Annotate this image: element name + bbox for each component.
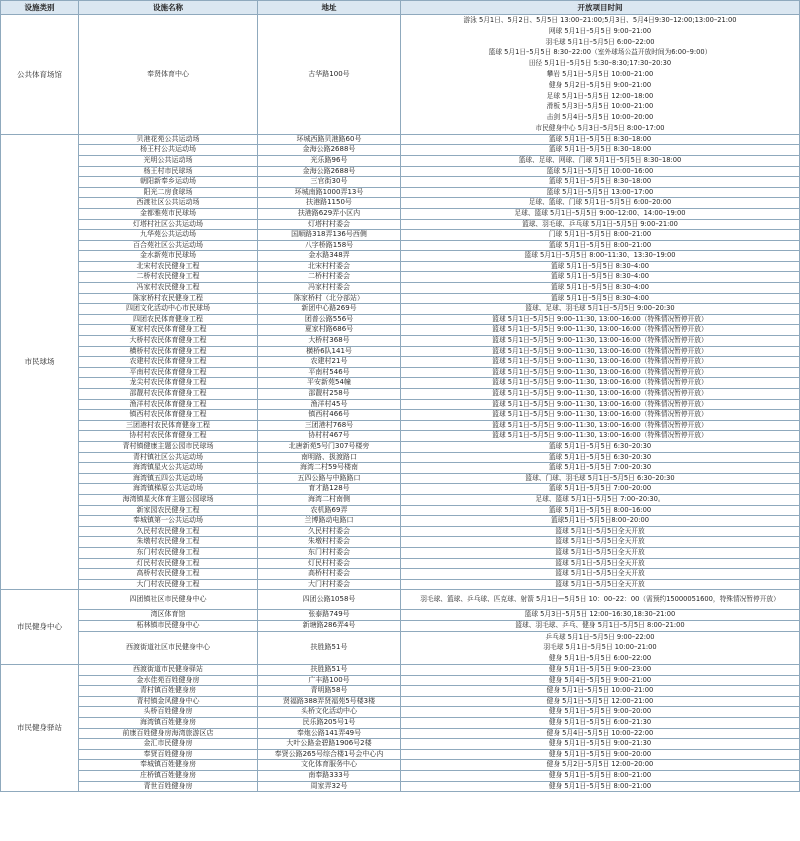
- hours-cell: 健身 5月1日–5月5日 9:00–21:30: [401, 739, 800, 750]
- table-row: [1, 631, 800, 664]
- address-cell: 头桥文化活动中心: [258, 707, 401, 718]
- hours-cell: 篮球 5月1日–5月5日 8:30–18:00: [401, 134, 800, 145]
- facility-name-cell: 龙尖村农民体育健身工程: [79, 378, 258, 389]
- facility-name-cell: 海湾镇星火体育主题公园球场: [79, 494, 258, 505]
- table-row: [1, 675, 800, 686]
- table-row: [1, 728, 800, 739]
- facility-name-cell: 九华苑公共运动场: [79, 230, 258, 241]
- table-row: [1, 441, 800, 452]
- header-facility-name: 设施名称: [79, 1, 258, 15]
- hours-cell: 足球、篮球 5月1日–5月5日 9:00–12:00、14:00–19:00: [401, 208, 800, 219]
- facility-name-cell: 阳光二房食球场: [79, 187, 258, 198]
- facility-name-cell: 奉贤百姓健身房: [79, 749, 258, 760]
- hours-cell: 足球、篮球、门球 5月1日–5月5日 6:00–20:00: [401, 198, 800, 209]
- table-row: [1, 569, 800, 580]
- facility-name-cell: 灯塔村社区公共运动场: [79, 219, 258, 230]
- hours-cell: 篮球、羽毛球、乒乓、健身 5月1日–5月5日 8:00–21:00: [401, 621, 800, 632]
- table-row: [1, 771, 800, 782]
- hours-line: 足球 5月1日–5月5日 12:00–18:00: [546, 91, 654, 100]
- hours-cell: 篮球 5月1日–5月5日 8:30–18:00: [401, 145, 800, 156]
- hours-cell: 篮球 5月1日–5月5日 9:00–11:30, 13:00–16:00（特殊情况暂停开放）: [401, 389, 800, 400]
- table-row: [1, 134, 800, 145]
- hours-cell: 篮球 5月1日–5月5日 9:00–11:30, 13:00–16:00（特殊情况暂停开放）: [401, 378, 800, 389]
- hours-cell: 足球、篮球 5月1日–5月5日 7:00–20:30。: [401, 494, 800, 505]
- address-cell: 夏家村路686号: [258, 325, 401, 336]
- facility-name-cell: 海湾镇五四公共运动场: [79, 473, 258, 484]
- hours-cell: 篮球 5月1日–5月5日全天开放: [401, 569, 800, 580]
- table-row: [1, 198, 800, 209]
- hours-cell: 门球 5月1日–5月5日 8:00–21:00: [401, 230, 800, 241]
- address-cell: 灯民村村委会: [258, 558, 401, 569]
- address-cell: 八字桥路158号: [258, 240, 401, 251]
- facility-name-cell: 青村镇健康主题公园市民球场: [79, 441, 258, 452]
- hours-cell: 健身 5月4日–5月5日 10:00–22:00: [401, 728, 800, 739]
- table-row: [1, 145, 800, 156]
- hours-cell: 篮球 5月1日–5月5日 8:00–21:00: [401, 240, 800, 251]
- table-row: [1, 261, 800, 272]
- table-row: [1, 166, 800, 177]
- hours-cell: 健身 5月1日–5月5日 6:00–21:30: [401, 718, 800, 729]
- table-row: [1, 230, 800, 241]
- address-cell: 平南村546号: [258, 367, 401, 378]
- hours-cell: 健身 5月1日–5月5日 12:00–21:00: [401, 696, 800, 707]
- facility-name-cell: 久民村农民健身工程: [79, 526, 258, 537]
- hours-cell: 篮球 5月1日–5月5日 8:30–18:00: [401, 177, 800, 188]
- hours-cell: 篮球 5月1日–5月5日 6:30–20:30: [401, 441, 800, 452]
- facility-name-cell: 青村镇金风健身中心: [79, 696, 258, 707]
- category-cell: 市民健身中心: [1, 590, 79, 665]
- table-row: [1, 251, 800, 262]
- hours-line: 击剑 5月4日–5月5日 10:00–20:00: [546, 113, 654, 122]
- table-row: [1, 739, 800, 750]
- facility-name-cell: 大桥村农民体育健身工程: [79, 336, 258, 347]
- hours-cell: 篮球 5月1日–5月5日 8:00–16:00: [401, 505, 800, 516]
- address-cell: 光乐路96号: [258, 155, 401, 166]
- table-row: [1, 304, 800, 315]
- address-cell: 奉贤公路265号综合楼1号会中心内: [258, 749, 401, 760]
- category-cell: 市民健身驿站: [1, 665, 79, 792]
- address-cell: 金海公路2688号: [258, 145, 401, 156]
- table-row: [1, 314, 800, 325]
- hours-cell: 篮球、羽毛球、乒乓球 5月1日–5月5日 9:00–21:00: [401, 219, 800, 230]
- facility-name-cell: 农建村农民体育健身工程: [79, 357, 258, 368]
- hours-cell: 健身 5月1日–5月5日 9:00–23:00: [401, 665, 800, 676]
- facility-name-cell: 青世百姓健身房: [79, 781, 258, 792]
- address-cell: 南明路、扱渡路口: [258, 452, 401, 463]
- table-row: [1, 389, 800, 400]
- hours-cell: 篮球 5月1日–5月5日 7:00–20:30: [401, 463, 800, 474]
- address-cell: 镇西村466号: [258, 410, 401, 421]
- hours-line: 羽毛球 5月1日–5月5日 10:00–21:00: [543, 643, 657, 652]
- table-row: [1, 707, 800, 718]
- address-cell: 环城西路贝港路60号: [258, 134, 401, 145]
- facility-name-cell: 海湾镇星火公共运动场: [79, 463, 258, 474]
- address-cell: 东门村村委会: [258, 547, 401, 558]
- hours-line: 市民健身中心 5月3日–5月5日 8:00–17:00: [535, 123, 665, 132]
- category-cell: 市民球场: [1, 134, 79, 590]
- address-cell: 邵靓村258号: [258, 389, 401, 400]
- facility-name-cell: 三团港村农民体育健身工程: [79, 420, 258, 431]
- facility-name-cell: 金都雅苑市民球场: [79, 208, 258, 219]
- hours-cell: 篮球 5月1日–5月5日 8:30–4:00: [401, 272, 800, 283]
- table-row: [1, 336, 800, 347]
- hours-line: 篮球 5月1日–5月5日 8:30–22:00（室外球场公益开放时间为6:00–9:00）: [488, 48, 712, 57]
- facility-name-cell: 西渡社区公共运动场: [79, 198, 258, 209]
- address-cell: 周家弄32号: [258, 781, 401, 792]
- hours-cell: 篮球 5月1日–5月5日 9:00–11:30, 13:00–16:00（特殊情况暂停开放）: [401, 325, 800, 336]
- header-hours: 开放项目时间: [401, 1, 800, 15]
- facility-name-cell: 前康百姓健身房海湾旅游区店: [79, 728, 258, 739]
- hours-cell: 篮球 5月1日–5月5日 9:00–11:30, 13:00–16:00（特殊情况暂停开放）: [401, 346, 800, 357]
- hours-cell: 篮球 5月1日–5月5日全天开放: [401, 558, 800, 569]
- table-row: [1, 686, 800, 697]
- hours-cell: 篮球 5月1日–5月5日 9:00–11:30, 13:00–16:00（特殊情况暂停开放）: [401, 410, 800, 421]
- address-cell: 农机路69弄: [258, 505, 401, 516]
- address-cell: 二桥村村委会: [258, 272, 401, 283]
- address-cell: 四团公路1058号: [258, 590, 401, 610]
- hours-cell: 篮球 5月1日–5月5日 7:00–20:00: [401, 484, 800, 495]
- facility-name-cell: 新家园农民健身工程: [79, 505, 258, 516]
- table-row: [1, 781, 800, 792]
- address-cell: 国顺路318弄136号西侧: [258, 230, 401, 241]
- table-row: [1, 357, 800, 368]
- hours-cell: 篮球 5月1日–5月5日 9:00–11:30, 13:00–16:00（特殊情况暂停开放）: [401, 431, 800, 442]
- address-cell: 三官街30号: [258, 177, 401, 188]
- facility-name-cell: 二桥村农民健身工程: [79, 272, 258, 283]
- facility-name-cell: 灯民村农民健身工程: [79, 558, 258, 569]
- hours-line: 羽毛球 5月1日–5月5日 6:00–22:00: [545, 37, 655, 46]
- table-row: [1, 484, 800, 495]
- table-row: [1, 399, 800, 410]
- address-cell: 扶港路1150号: [258, 198, 401, 209]
- hours-line: 网球 5月1日–5月5日 9:00–21:00: [548, 26, 652, 35]
- facility-name-cell: 邵靓村农民体育健身工程: [79, 389, 258, 400]
- table-row: [1, 367, 800, 378]
- hours-line: 攀岩 5月1日–5月5日 10:00–21:00: [546, 69, 654, 78]
- address-cell: 团普公路556号: [258, 314, 401, 325]
- hours-cell: [401, 15, 800, 135]
- facility-name-cell: 横桥村农民体育健身工程: [79, 346, 258, 357]
- facility-name-cell: 四团镇社区市民健身中心: [79, 590, 258, 610]
- hours-cell: 篮球 5月1日–5月5日 9:00–11:30, 13:00–16:00（特殊情况暂停开放）: [401, 399, 800, 410]
- address-cell: 海湾二村59号楼南: [258, 463, 401, 474]
- table-row: [1, 558, 800, 569]
- facility-name-cell: 头桥百姓健身房: [79, 707, 258, 718]
- hours-cell: 羽毛球、篮球、乒乓球、匹克球、射箭 5月1日—5月5日 10：00–22：00（需预约15000051600，特殊情况暂停开放）: [401, 590, 800, 610]
- address-cell: 北宋村村委会: [258, 261, 401, 272]
- hours-cell: 篮球 5月1日–5月5日 8:30–4:00: [401, 283, 800, 294]
- facility-name-cell: 四团文化活动中心市民球场: [79, 304, 258, 315]
- address-cell: 冯家村村委会: [258, 283, 401, 294]
- table-row: [1, 696, 800, 707]
- table-row: [1, 526, 800, 537]
- address-cell: 民乐路205号1号: [258, 718, 401, 729]
- hours-cell: 篮球 5月1日–5月5日 9:00–11:30, 13:00–16:00（特殊情况暂停开放）: [401, 420, 800, 431]
- address-cell: 古华路100号: [258, 15, 401, 135]
- facility-name-cell: 高桥村农民健身工程: [79, 569, 258, 580]
- table-row: [1, 219, 800, 230]
- facility-name-cell: 杨王村市民球场: [79, 166, 258, 177]
- hours-cell: 篮球 5月1日–5月5日 9:00–11:30, 13:00–16:00（特殊情况暂停开放）: [401, 367, 800, 378]
- address-cell: 高桥村村委会: [258, 569, 401, 580]
- hours-cell: 篮球 5月1日–5月5日 10:00–16:00: [401, 166, 800, 177]
- facility-name-cell: 金水佳苑百姓健身房: [79, 675, 258, 686]
- hours-cell: 篮球、门球、羽毛球 5月1日–5月5日 6:30–20:30: [401, 473, 800, 484]
- table-row: [1, 579, 800, 590]
- facility-name-cell: 奉城镇百姓健身房: [79, 760, 258, 771]
- address-cell: 育才路128号: [258, 484, 401, 495]
- address-cell: 南奉路333号: [258, 771, 401, 782]
- header-row: [1, 1, 800, 15]
- facility-name-cell: 冯家村农民健身工程: [79, 283, 258, 294]
- hours-line: 滑板 5月3日–5月5日 10:00–21:00: [546, 102, 654, 111]
- hours-line: 游泳 5月1日、5月2日、5月5日 13:00–21:00;5月3日、5月4日9:30–12:00;13:00–21:00: [463, 16, 737, 24]
- table-row: [1, 610, 800, 621]
- address-cell: 渔洋村45号: [258, 399, 401, 410]
- address-cell: 大门村村委会: [258, 579, 401, 590]
- address-cell: 陈家桥村（北分部站）: [258, 293, 401, 304]
- hours-cell: 健身 5月1日–5月5日 8:00–21:00: [401, 771, 800, 782]
- facility-name-cell: 西渡街道市民健身驿站: [79, 665, 258, 676]
- header-address: 地址: [258, 1, 401, 15]
- table-body: [1, 15, 800, 792]
- address-cell: 金水路348弄: [258, 251, 401, 262]
- table-row: [1, 346, 800, 357]
- hours-cell: 健身 5月1日–5月5日 10:00–21:00: [401, 686, 800, 697]
- address-cell: 扶胜路51号: [258, 665, 401, 676]
- hours-cell: 健身 5月1日–5月5日 8:00–21:00: [401, 781, 800, 792]
- address-cell: 大叶公路金碧路1906号2楼: [258, 739, 401, 750]
- address-cell: 三团港村768号: [258, 420, 401, 431]
- category-cell: 公共体育场馆: [1, 15, 79, 135]
- hours-line: 健身 5月1日–5月5日 6:00–22:00: [548, 654, 652, 663]
- table-row: [1, 718, 800, 729]
- facility-name-cell: 贝港花苑公共运动场: [79, 134, 258, 145]
- table-row: [1, 505, 800, 516]
- facility-name-cell: 协村村农民体育健身工程: [79, 431, 258, 442]
- table-row: [1, 187, 800, 198]
- hours-cell: 健身 5月1日–5月5日 9:00–20:00: [401, 707, 800, 718]
- address-cell: 文化体育服务中心: [258, 760, 401, 771]
- hours-cell: 篮球 5月1日–5月5日全天开放: [401, 579, 800, 590]
- hours-cell: 篮球 5月1日–5月5日全天开放: [401, 526, 800, 537]
- address-cell: 平安新苑54幢: [258, 378, 401, 389]
- address-cell: 广丰路100号: [258, 675, 401, 686]
- table-row: [1, 590, 800, 610]
- facility-name-cell: 金汇市民健身房: [79, 739, 258, 750]
- address-cell: 新团中心路269号: [258, 304, 401, 315]
- address-cell: 扶港路629弄小区内: [258, 208, 401, 219]
- hours-cell: 篮球、足球、羽毛球 5月1日–5月5日 9:00–20:30: [401, 304, 800, 315]
- address-cell: 海湾二村南侧: [258, 494, 401, 505]
- facility-name-cell: 朱墩村农民健身工程: [79, 537, 258, 548]
- address-cell: 兰博路动电路口: [258, 516, 401, 527]
- table-row: [1, 15, 800, 135]
- facility-name-cell: 镇西村农民体育健身工程: [79, 410, 258, 421]
- table-row: [1, 155, 800, 166]
- table-row: [1, 547, 800, 558]
- facility-name-cell: 海湾镇百姓健身房: [79, 718, 258, 729]
- facility-name-cell: 北宋村农民健身工程: [79, 261, 258, 272]
- address-cell: 久民村村委会: [258, 526, 401, 537]
- table-row: [1, 452, 800, 463]
- table-row: [1, 325, 800, 336]
- table-row: [1, 749, 800, 760]
- hours-cell: 篮球 5月1日–5月5日 6:30–20:30: [401, 452, 800, 463]
- table-row: [1, 621, 800, 632]
- header-category: 设施类别: [1, 1, 79, 15]
- table-row: [1, 272, 800, 283]
- facility-name-cell: 朝阳新奉乡运动场: [79, 177, 258, 188]
- hours-cell: 篮球 5月1日–5月5日全天开放: [401, 547, 800, 558]
- hours-cell: 健身 5月2日–5月5日 12:00–20:00: [401, 760, 800, 771]
- table-row: [1, 420, 800, 431]
- hours-cell: 篮球 5月1日–5月5日 8:30–4:00: [401, 293, 800, 304]
- facility-name-cell: 东门村农民健身工程: [79, 547, 258, 558]
- address-cell: 青明路58号: [258, 686, 401, 697]
- table-row: [1, 177, 800, 188]
- hours-cell: 篮球 5月1日–5月5日 9:00–11:30, 13:00–16:00（特殊情况暂停开放）: [401, 314, 800, 325]
- hours-cell: [401, 631, 800, 664]
- facility-name-cell: 平南村农民体育健身工程: [79, 367, 258, 378]
- facility-name-cell: 海湾镇梯原公共运动场: [79, 484, 258, 495]
- hours-cell: 篮球 5月1日–5月5日 8:30–4:00: [401, 261, 800, 272]
- address-cell: 贤福路388弄贤福苑5号楼3楼: [258, 696, 401, 707]
- table-row: [1, 463, 800, 474]
- hours-cell: 健身 5月4日–5月5日 9:00–21:00: [401, 675, 800, 686]
- facility-name-cell: 百合苑社区公共运动场: [79, 240, 258, 251]
- address-cell: 朱墩村村委会: [258, 537, 401, 548]
- hours-line: 健身 5月2日–5月5日 9:00–21:00: [548, 80, 652, 89]
- table-row: [1, 208, 800, 219]
- facility-name-cell: 光明公共运动场: [79, 155, 258, 166]
- hours-cell: 篮球 5月1日–5月5日 9:00–11:30, 13:00–16:00（特殊情况暂停开放）: [401, 357, 800, 368]
- table-row: [1, 537, 800, 548]
- facility-name-cell: 庄桥镇百姓健身房: [79, 771, 258, 782]
- address-cell: 金海公路2688号: [258, 166, 401, 177]
- table-row: [1, 293, 800, 304]
- hours-line: 乒乓球 5月1日–5月5日 9:00–22:00: [545, 632, 655, 641]
- address-cell: 横桥6队141号: [258, 346, 401, 357]
- hours-cell: 篮球 5月1日–5月5日 9:00–11:30, 13:00–16:00（特殊情况暂停开放）: [401, 336, 800, 347]
- facility-name-cell: 奉城镇第一公共运动场: [79, 516, 258, 527]
- table-row: [1, 410, 800, 421]
- facility-name-cell: 杨王村公共运动场: [79, 145, 258, 156]
- table-row: [1, 431, 800, 442]
- facility-name-cell: 柘林镇市民健身中心: [79, 621, 258, 632]
- facility-name-cell: 青村镇社区公共运动场: [79, 452, 258, 463]
- address-cell: 北唐新苑5号门307号楼旁: [258, 441, 401, 452]
- address-cell: 环城南路1000弄13号: [258, 187, 401, 198]
- facility-name-cell: 青村镇百姓健身房: [79, 686, 258, 697]
- table-row: [1, 760, 800, 771]
- address-cell: 奉炮公路141弄49号: [258, 728, 401, 739]
- address-cell: 张泰路749号: [258, 610, 401, 621]
- address-cell: 农建村21号: [258, 357, 401, 368]
- address-cell: 五四公路与中路路口: [258, 473, 401, 484]
- address-cell: 大桥村368号: [258, 336, 401, 347]
- facility-name-cell: 四团农民体育健身工程: [79, 314, 258, 325]
- facility-name-cell: 大门村农民健身工程: [79, 579, 258, 590]
- table-row: [1, 378, 800, 389]
- table-row: [1, 665, 800, 676]
- address-cell: 协村村467号: [258, 431, 401, 442]
- hours-cell: 篮球5月1日–5月5日8:00–20:00: [401, 516, 800, 527]
- hours-cell: 篮球 5月3日–5月5日 12:00–16:30,18:30–21:00: [401, 610, 800, 621]
- hours-line: 田径 5月1日–5月5日 5:30–8:30;17:30–20:30: [528, 59, 672, 68]
- hours-cell: 篮球、足球、网球、门球 5月1日–5月5日 8:30–18:00: [401, 155, 800, 166]
- table-row: [1, 240, 800, 251]
- facility-name-cell: 奉贤体育中心: [79, 15, 258, 135]
- table-row: [1, 283, 800, 294]
- facility-name-cell: 渔洋村农民体育健身工程: [79, 399, 258, 410]
- table-row: [1, 516, 800, 527]
- table-row: [1, 494, 800, 505]
- hours-cell: 篮球 5月1日–5月5日 13:00–17:00: [401, 187, 800, 198]
- facility-name-cell: 夏家村农民体育健身工程: [79, 325, 258, 336]
- hours-cell: 篮球 5月1日–5月5日 8:00–11:30、13:30–19:00: [401, 251, 800, 262]
- address-cell: 新塘路286弄4号: [258, 621, 401, 632]
- facility-name-cell: 金水新苑市民球场: [79, 251, 258, 262]
- hours-cell: 篮球 5月1日–5月5日全天开放: [401, 537, 800, 548]
- table-row: [1, 473, 800, 484]
- address-cell: 扶胜路51号: [258, 631, 401, 664]
- facility-name-cell: 陈家桥村农民健身工程: [79, 293, 258, 304]
- hours-cell: 健身 5月1日–5月5日 9:00–20:00: [401, 749, 800, 760]
- facility-name-cell: 湾区体育馆: [79, 610, 258, 621]
- facility-name-cell: 西渡街道社区市民健身中心: [79, 631, 258, 664]
- address-cell: 灯塔村村委会: [258, 219, 401, 230]
